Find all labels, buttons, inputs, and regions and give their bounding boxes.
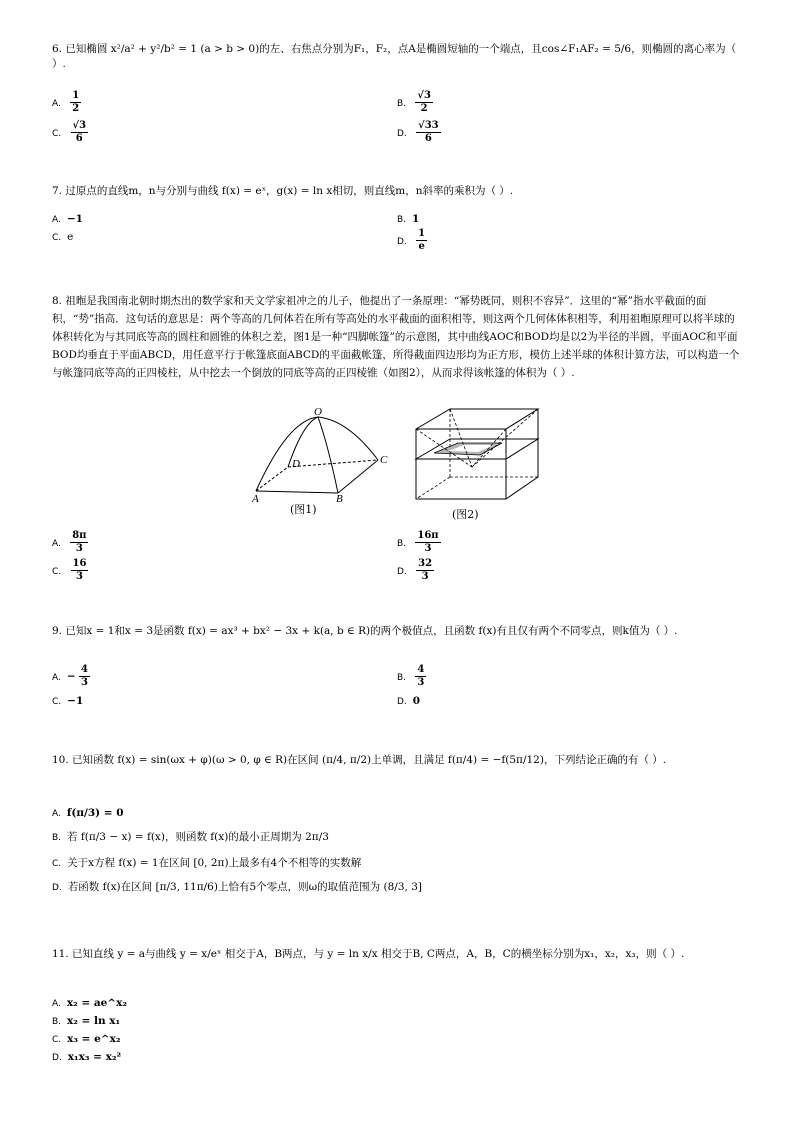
q11-option-b[interactable]: B. x₂ = ln x₁ bbox=[52, 1015, 121, 1027]
q10-option-c[interactable]: C. 关于x方程 f(x) = 1在区间 [0, 2π)上最多有4个不相等的实数解 bbox=[52, 857, 362, 869]
q6-option-c[interactable] bbox=[52, 120, 88, 145]
question-9-stem: 9. 已知x = 1和x = 3是函数 f(x) = ax³ + bx² − 3x + k(a, b ∈ R)的两个极值点，且函数 f(x)有且仅有两个不同零点，则k值为（ ）. bbox=[52, 625, 678, 637]
q9-option-a[interactable]: A. − $\frac{4}{3}$ bbox=[52, 664, 88, 688]
label-b: B bbox=[336, 493, 343, 505]
figure-2-prism bbox=[410, 405, 550, 505]
q7-option-c[interactable]: C. e bbox=[52, 231, 74, 243]
fraction: $\frac{8\pi}{3}$ bbox=[72, 530, 87, 554]
q10-option-b[interactable]: B. 若 f(π/3 − x) = f(x)，则函数 f(x)的最小正周期为 2π/3 bbox=[52, 831, 329, 843]
option-label: B. bbox=[397, 98, 407, 109]
fraction: $\frac{16\pi}{3}$ bbox=[417, 530, 439, 554]
question-10 bbox=[52, 750, 742, 770]
option-label: B. bbox=[397, 538, 407, 549]
question-11-stem: 11. 已知直线 y = a与曲线 y = x/eˣ 相交于A，B两点，与 y = ln x/x 相交于B, C两点，A，B，C的横坐标分别为x₁，x₂，x₃，则（ ）. bbox=[52, 948, 685, 960]
option-label: A. bbox=[52, 809, 61, 819]
fraction: $\frac{√3}{6}$ bbox=[72, 120, 87, 144]
question-9 bbox=[52, 622, 742, 640]
q11-option-a[interactable]: A. x₂ = ae^x₂ bbox=[52, 997, 127, 1009]
option-label: C. bbox=[52, 859, 62, 869]
option-label: D. bbox=[397, 128, 407, 139]
figure-1-tent bbox=[248, 405, 398, 505]
q7-option-d[interactable] bbox=[397, 228, 427, 253]
option-label: B. bbox=[52, 833, 62, 843]
q9-option-d[interactable]: D. 0 bbox=[397, 695, 421, 707]
option-label: A. bbox=[52, 98, 61, 109]
label-d: D bbox=[292, 458, 300, 470]
option-label: D. bbox=[397, 236, 407, 247]
label-o: O bbox=[314, 406, 322, 418]
q6-option-a[interactable] bbox=[52, 90, 81, 115]
figure-2-caption: (图2) bbox=[452, 508, 479, 521]
fraction: $\frac{16}{3}$ bbox=[72, 558, 87, 582]
q7-option-a[interactable]: A. −1 bbox=[52, 213, 83, 225]
question-8 bbox=[52, 292, 742, 382]
option-label: B. bbox=[397, 215, 407, 225]
option-label: D. bbox=[397, 697, 407, 707]
option-label: C. bbox=[52, 697, 62, 707]
figure-1-caption: (图1) bbox=[290, 503, 317, 516]
option-label: D. bbox=[52, 883, 62, 893]
fraction: $\frac{√33}{6}$ bbox=[418, 120, 439, 144]
label-a: A bbox=[252, 493, 259, 505]
question-10-stem: 10. 已知函数 f(x) = sin(ωx + φ)(ω > 0, φ ∈ R)在区间 (π/4, π/2)上单调，且满足 f(π/4) = −f(5π/12)，下列结论正确的有（ ）. bbox=[52, 754, 667, 766]
label-c: C bbox=[380, 454, 388, 466]
q11-option-d[interactable]: D. x₁x₃ = x₂² bbox=[52, 1051, 122, 1063]
question-6-stem: 6. 已知椭圆 x²/a² + y²/b² = 1 (a > b > 0)的左、右焦点分别为F₁，F₂，点A是椭圆短轴的一个端点，且cos∠F₁AF₂ = 5/6，则椭圆的离心率为（ ）. bbox=[52, 43, 737, 70]
option-label: A. bbox=[52, 672, 61, 683]
q8-option-b[interactable] bbox=[397, 530, 441, 555]
fraction: $\frac{4}{3}$ bbox=[417, 664, 425, 688]
question-7-stem: 7. 过原点的直线m，n与分别与曲线 f(x) = eˣ，g(x) = ln x相切，则直线m，n斜率的乘积为（ ）. bbox=[52, 185, 514, 197]
option-label: A. bbox=[52, 999, 61, 1009]
fraction: $\frac{√3}{2}$ bbox=[417, 90, 431, 114]
q8-option-c[interactable] bbox=[52, 558, 88, 583]
option-label: C. bbox=[52, 128, 62, 139]
option-label: A. bbox=[52, 215, 61, 225]
fraction: $\frac{1}{e}$ bbox=[418, 228, 426, 252]
q8-option-d[interactable] bbox=[397, 558, 434, 583]
fraction: $\frac{1}{2}$ bbox=[72, 90, 80, 114]
option-label: C. bbox=[52, 1035, 62, 1045]
fraction: $\frac{4}{3}$ bbox=[81, 664, 88, 688]
option-label: A. bbox=[52, 538, 61, 549]
q10-option-a[interactable]: A. f(π/3) = 0 bbox=[52, 807, 124, 819]
option-label: C. bbox=[52, 566, 62, 577]
question-6 bbox=[52, 42, 742, 72]
option-label: C. bbox=[52, 233, 62, 243]
q9-option-b[interactable] bbox=[397, 664, 426, 689]
q8-option-a[interactable] bbox=[52, 530, 88, 555]
option-label: B. bbox=[397, 672, 407, 683]
option-label: D. bbox=[397, 566, 407, 577]
q10-option-d[interactable]: D. 若函数 f(x)在区间 [π/3, 11π/6)上恰有5个零点，则ω的取值范围为 (8/3, 3] bbox=[52, 881, 422, 893]
question-11 bbox=[52, 944, 742, 964]
question-8-stem: 8. 祖暅是我国南北朝时期杰出的数学家和天文学家祖冲之的儿子，他提出了一条原理：“幂势既同，则积不容异”．这里的“幂”指水平截面的面积，“势”指高．这句话的意思是：两个等高的几何体若在所有等高处的水平截面的面积相等，则这两个几何体体积相等，利用祖暅原理可以将半球的体积转化为与其同底等高的圆柱和圆锥的体积之差，图1是一种“四脚帐篷”的示意图，其中曲线AOC和BOD均是以2为半径的半圆，平面AOC和平面BOD均垂直于平面ABCD，用任意平行于帐篷底面ABCD的平面截帐篷，所得截面四边形均为正方形，模仿上述半球的体积计算方法，可以构造一个与帐篷同底等高的正四棱柱，从中挖去一个倒放的同底等高的正四棱锥（如图2），从而求得该帐篷的体积为（ ）. bbox=[52, 295, 740, 379]
q7-option-b[interactable]: B. 1 bbox=[397, 213, 420, 225]
q11-option-c[interactable]: C. x₃ = e^x₂ bbox=[52, 1033, 121, 1045]
q6-option-d[interactable] bbox=[397, 120, 441, 145]
option-label: D. bbox=[52, 1053, 62, 1063]
q9-option-c[interactable]: C. −1 bbox=[52, 695, 84, 707]
question-7 bbox=[52, 184, 742, 199]
option-label: B. bbox=[52, 1017, 62, 1027]
fraction: $\frac{32}{3}$ bbox=[418, 558, 433, 582]
q6-option-b[interactable] bbox=[397, 90, 433, 115]
